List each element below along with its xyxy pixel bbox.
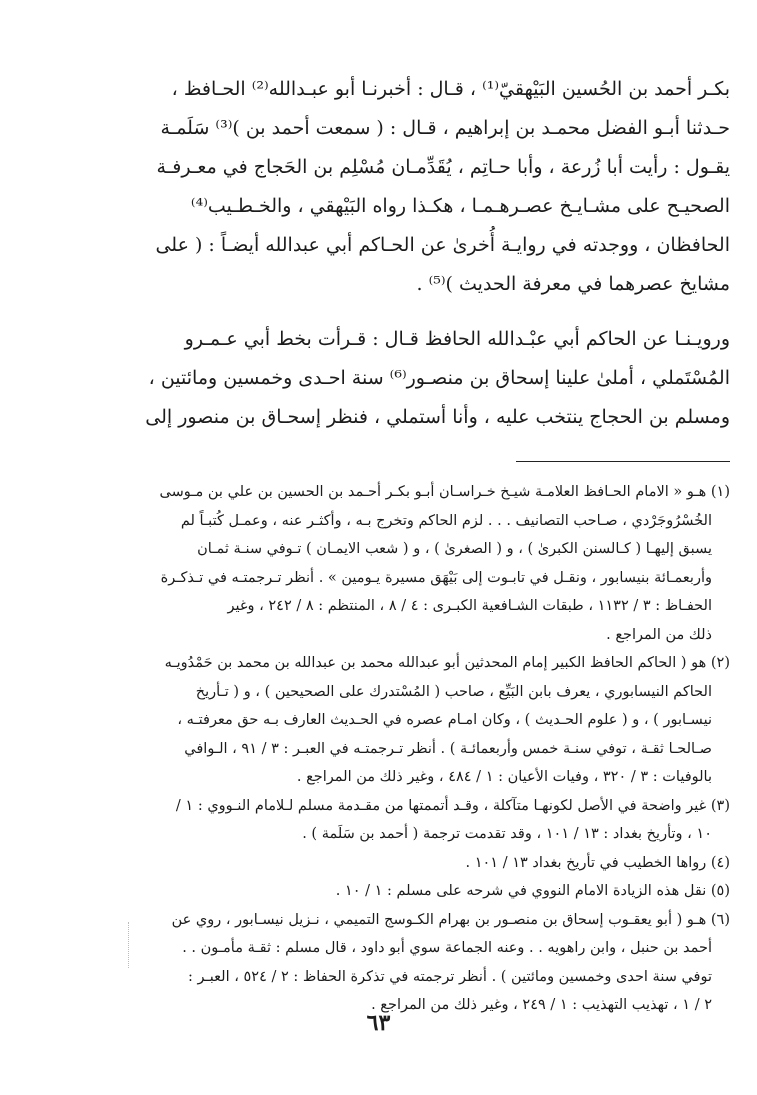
footnote-line: ٢ / ١ ، تهذيب التهذيب : ١ / ٢٤٩ ، وغير ذلك من المراجع .: [371, 997, 712, 1013]
footnote-1: [100, 478, 730, 649]
body-line: المُسْتَملي ، أملىٰ علينا إسحاق بن منصـور⁽⁶⁾ سنة احـدى وخمسين ومائتين ،: [148, 367, 730, 389]
footnote-line: نيسـابور ) ، و ( علوم الحـديث ) ، وكان امـام عصره في الحـديث العارف بـه حق معرفتـه ،: [177, 712, 712, 728]
footnote-3: [100, 792, 730, 849]
footnote-line: (٣) غير واضحة في الأصل لكونهـا متآكلة ، وقـد أتممتها من مقـدمة مسلم لـلامام النـووي : ١ /: [175, 797, 730, 814]
footnote-line: صـالحـا ثقـة ، توفي سنـة خمس وأربعمائـة ) . أنظر تـرجمتـه في العبـر : ٣ / ٩١ ، الـوافي: [184, 740, 712, 757]
footnote-5: [100, 877, 730, 906]
body-line: الصحيـح على مشـايـخ عصـرهـمـا ، هكـذا رواه البَيْهقي ، والخـطـيب⁽⁴⁾: [190, 195, 730, 217]
footnote-line: (٥) نقل هذه الزيادة الامام النووي في شرحه على مسلم : ١ / ١٠ .: [335, 883, 730, 899]
footnote-line: الحفـاظ : ٣ / ١١٣٢ ، طبقات الشـافعية الكبـرى : ٤ / ٨ ، المنتظم : ٨ / ٢٤٢ ، وغير: [227, 598, 712, 614]
footnote-6: [100, 906, 730, 1020]
footnote-line: أحمد بن حنبل ، وابن راهويه . . وعنه الجماعة سوي أبو داود ، قال مسلم : ثقـة مأمـون . .: [182, 940, 712, 956]
scan-gutter-mark: [128, 922, 130, 968]
footnote-2: [100, 649, 730, 792]
footnote-line: ١٠ ، وتأريخ بغداد : ١٣ / ١٠١ ، وقد تقدمت ترجمة ( أحمد بن سَلَمة ) .: [302, 826, 712, 842]
footnote-line: توفي سنة احدى وخمسين ومائتين ) . أنظر ترجمته في تذكرة الحفاظ : ٢ / ٥٢٤ ، العبـر :: [188, 968, 712, 985]
footnote-line: الحاكم النيسابوري ، يعرف بابن البَيِّع ، صاحب ( المُسْتدرك على الصحيحين ) ، و ( تـأريخ: [195, 683, 712, 700]
footnote-line: يسبق إليهـا ( كـالسنن الكبرىٰ ) ، و ( الصغرىٰ ) ، و ( شعب الايمـان ) تـوفي سنـة ثمـان: [197, 541, 712, 557]
footnote-separator: [516, 461, 730, 462]
body-line: ومسلم بن الحجاج ينتخب عليه ، وأنا أستملي ، فنظر إسحـاق بن منصور إلى: [145, 406, 730, 428]
footnote-4: [100, 849, 730, 878]
footnote-line: ذلك من المراجع .: [606, 626, 712, 643]
main-paragraph-1: [100, 70, 730, 304]
body-line: الحافظان ، ووجدته في روايـة أُخرىٰ عن الحـاكم أبي عبدالله أيضـاً : ( على: [155, 234, 730, 256]
footnote-line: وأربعمـائة بنيسابور ، ونقـل في تابـوت إلى بَيْهَق مسيرة يـومين » . أنظر تـرجمتـه في تـذكـرة: [160, 569, 712, 586]
footnote-line: الخُسْرُوجَرْدي ، صـاحب التصانيف . . . لزم الحاكم وتخرج بـه ، وأكثـر عنه ، وعمـل كُتبـاً لم: [180, 512, 712, 529]
body-line: يقـول : رأيت أبا زُرعة ، وأبا حـاتِم ، يُقَدِّمـان مُسْلِم بن الحَجاج في معـرفـة: [156, 156, 730, 178]
footnote-line: (٢) هو ( الحاكم الحافظ الكبير إمام المحدثين أبو عبدالله محمد بن عبدالله بن محمد بن حَمْدُويـه: [164, 655, 730, 671]
body-line: ورويـنـا عن الحاكم أبي عبْـدالله الحافظ قـال : قـرأت بخط أبي عـمـرو: [184, 328, 730, 350]
footnote-line: بالوفيات : ٣ / ٣٢٠ ، وفيات الأعيان : ١ / ٤٨٤ ، وغير ذلك من المراجع .: [296, 769, 712, 785]
body-line: حـدثنا أبـو الفضل محمـد بن إبراهيم ، قـال : ( سمعت أحمد بن )⁽³⁾ سَلَمـة: [160, 117, 730, 139]
footnotes: [100, 478, 730, 1020]
page-number: ٦٣: [366, 1010, 391, 1036]
footnote-line: (٤) رواها الخطيب في تأريخ بغداد ١٣ / ١٠١ .: [465, 854, 730, 871]
main-paragraph-2: [100, 320, 730, 437]
footnote-line: (١) هـو « الامام الحـافظ العلامـة شيـخ خـراسـان أبـو بكـر أحـمد بن الحسين بن علي بن مـوسى: [159, 484, 730, 500]
body-line: مشايخ عصرهما في معرفة الحديث )⁽⁵⁾ .: [416, 273, 730, 295]
footnote-line: (٦) هـو ( أبو يعقـوب إسحاق بن منصـور بن بهرام الكـوسج التميمي ، نـزيل نيسـابور ، روي عن: [171, 911, 730, 928]
body-line: بكـر أحمد بن الحُسين البَيْهقيّ⁽¹⁾ ، قـال : أخبرنـا أبو عبـدالله⁽²⁾ الحـافظ ،: [171, 78, 730, 100]
